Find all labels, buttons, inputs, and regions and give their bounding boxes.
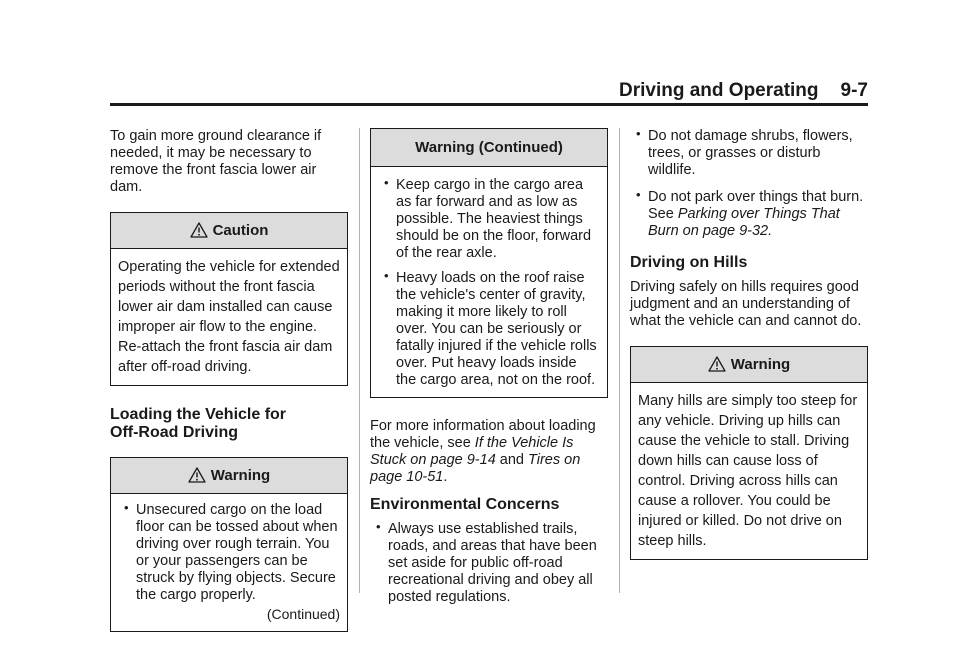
header-title [619,80,868,102]
page-header [110,80,868,102]
more-info-lead: For more information about loading the vehicle, see [370,418,596,451]
ref-stuck-link[interactable]: If the Vehicle Is Stuck on page 9-14 [370,435,574,468]
column-divider [359,128,360,593]
header-rule [110,103,868,106]
section-title-hills: Driving on Hills [630,254,748,271]
column-1 [110,128,348,632]
warning-body [111,494,347,631]
hills-warning-header [631,347,867,383]
hills-warning-box [630,346,868,560]
section-title-loading: Loading the Vehicle for Off-Road Driving [110,406,287,441]
caution-box [110,212,348,386]
ref-parking-link[interactable]: Parking over Things That Burn on page 9-32. [648,206,840,239]
chapter-title: Driving and Operating [619,80,819,101]
column-divider [619,128,620,593]
ref-tires-link[interactable]: Tires on page 10-51 [370,452,581,485]
list-item [630,189,868,240]
warning-continued-body [371,167,607,397]
intro-paragraph: To gain more ground clearance if needed, it may be necessary to remove the front fascia lower air dam. [110,128,322,195]
section-title-environmental: Environmental Concerns [370,496,560,513]
column-2 [370,128,608,612]
warning-box [110,457,348,632]
hills-intro-paragraph: Driving safely on hills requires good judgment and an understanding of what the vehicle can and cannot do. [630,279,862,329]
warning-continued-title: Warning (Continued) [415,139,563,156]
warning-triangle-icon [188,467,206,483]
list-item: • Keep cargo in the cargo area as far forward and as low as possible. The heaviest things should be on the floor, forward of the rear axle. [378,177,600,262]
more-info-end: . [443,469,448,485]
more-info-paragraph [370,418,606,486]
warning-continued-header [371,129,607,167]
caution-header [111,213,347,249]
bullet-lead: Do not park over things that burn. See [648,189,864,222]
more-info-and: and [495,452,529,468]
page-number: 9-7 [840,80,868,101]
warning-title: Warning [210,467,271,484]
warning-triangle-icon [708,356,726,372]
list-item: • Always use established trails, roads, and areas that have been set aside for public off-road recreational driving and obey all posted regulations. [370,521,606,606]
list-item: • Do not damage shrubs, flowers, trees, or grasses or disturb wildlife. [630,128,868,179]
hills-warning-text: Many hills are simply too steep for any vehicle. Driving up hills can cause the vehicle to stall. Driving down hills can cause loss of control. Driving across hills can cause a rollover. You could be injured or killed. Do not drive on steep hills. [638,393,858,549]
warning-continued-box [370,128,608,398]
continued-label: (Continued) [266,606,340,622]
list-item: • Unsecured cargo on the load floor can be tossed about when driving over rough terrain. You or your passengers can be struck by flying objects. Secure the cargo properly. [118,502,340,604]
caution-text: Operating the vehicle for extended periods without the front fascia lower air dam installed can cause improper air flow to the engine. Re-attach the front fascia air dam after off-road driving. [118,259,340,375]
warning-header [111,458,347,494]
caution-title: Caution [212,222,269,239]
list-item: • Heavy loads on the roof raise the vehicle's center of gravity, making it more likely to roll over. You can be seriously or fatally injured if the vehicle rolls over. Put heavy loads inside the cargo area, not on the roof. [378,270,600,389]
hills-warning-title: Warning [730,356,791,373]
warning-triangle-icon [190,222,208,238]
column-3 [630,128,868,560]
